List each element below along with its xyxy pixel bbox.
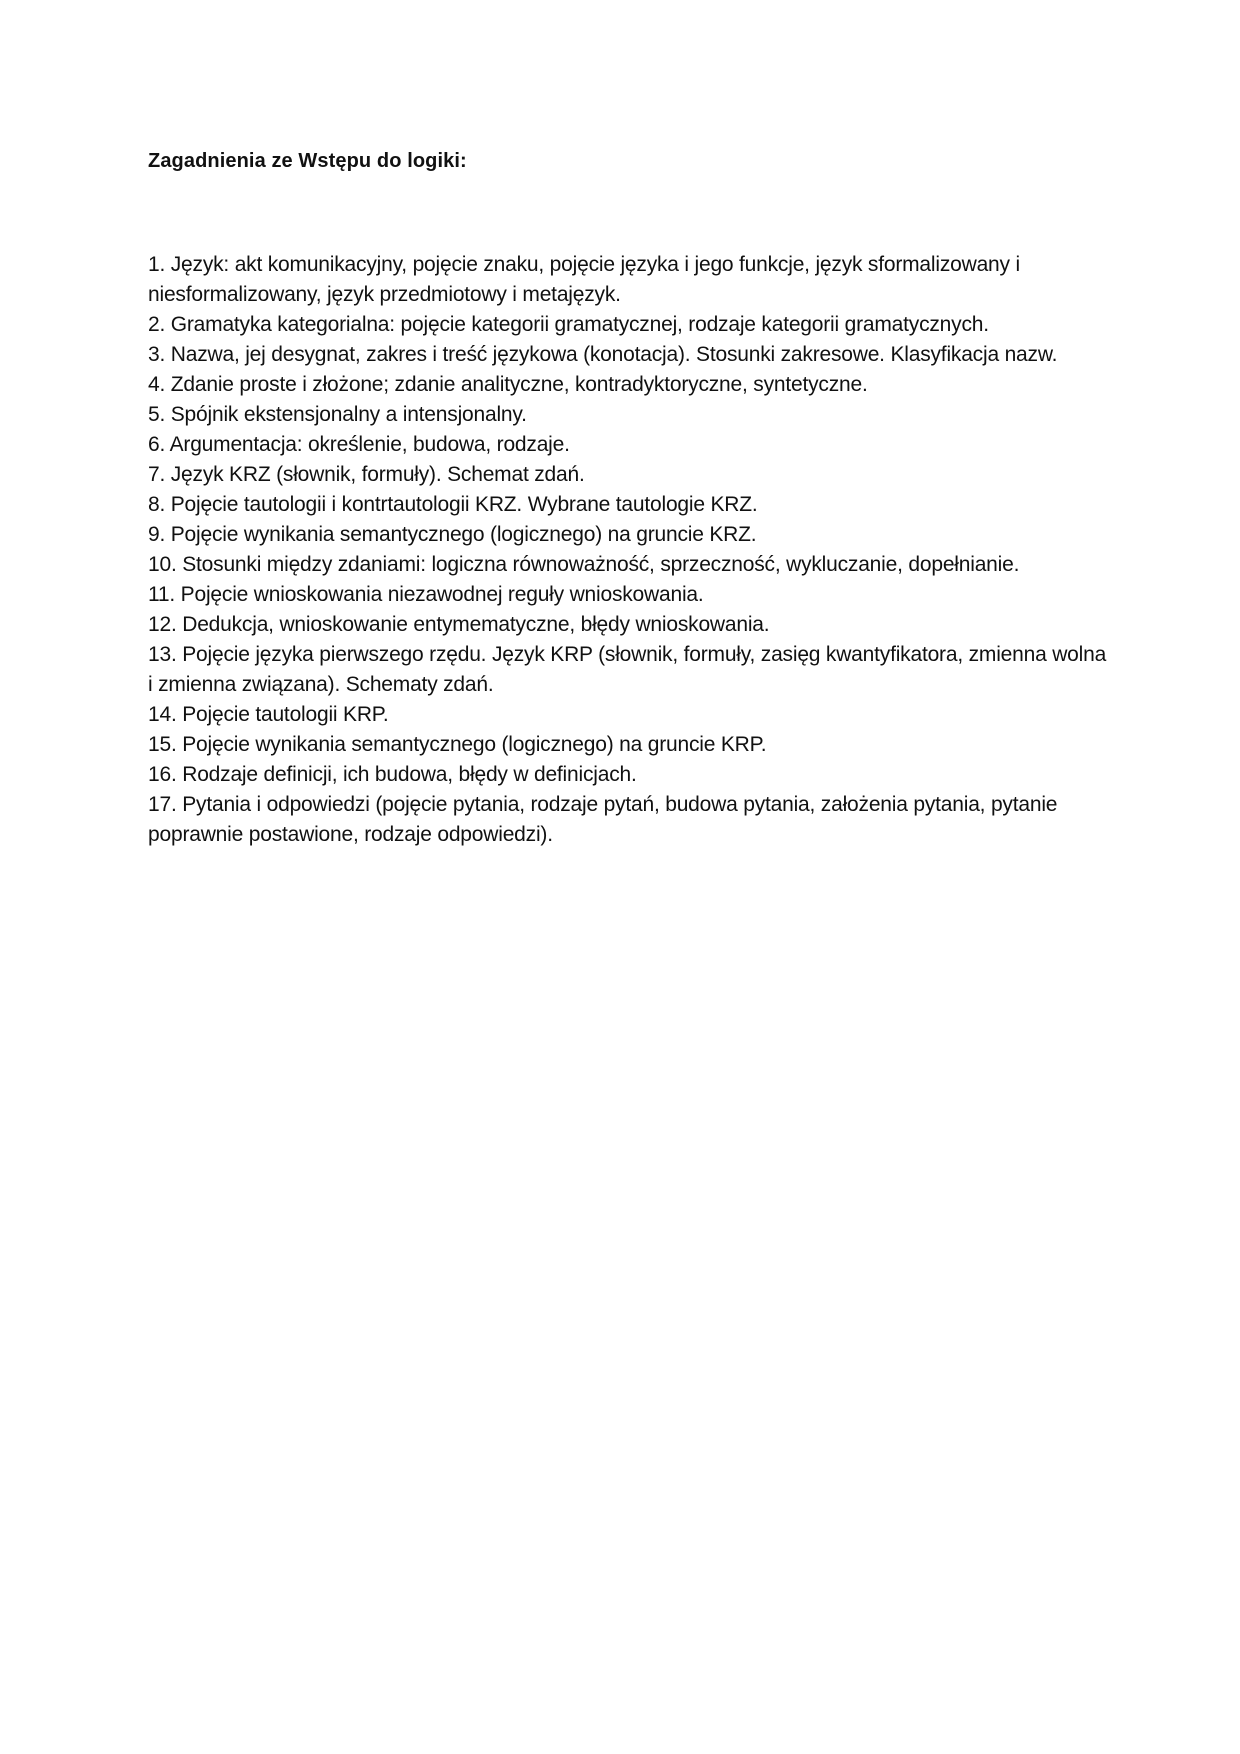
list-item: 14. Pojęcie tautologii KRP. (148, 703, 389, 726)
list-item: 17. Pytania i odpowiedzi (pojęcie pytania, rodzaje pytań, budowa pytania, założenia pytania, pytanie poprawnie postawione, rodzaje odpowiedzi). (148, 793, 1058, 846)
list-item: 12. Dedukcja, wnioskowanie entymematyczne, błędy wnioskowania. (148, 613, 770, 636)
list-item: 4. Zdanie proste i złożone; zdanie analityczne, kontradyktoryczne, syntetyczne. (148, 373, 868, 396)
list-item: 10. Stosunki między zdaniami: logiczna równoważność, sprzeczność, wykluczanie, dopełnianie. (148, 553, 1020, 576)
list-item: 1. Język: akt komunikacyjny, pojęcie znaku, pojęcie języka i jego funkcje, język sformalizowany i niesformalizowany, język przedmiotowy i metajęzyk. (148, 253, 1020, 306)
document-title: Zagadnienia ze Wstępu do logiki: (148, 150, 467, 172)
list-item: 15. Pojęcie wynikania semantycznego (logicznego) na gruncie KRP. (148, 733, 767, 756)
list-item: 6. Argumentacja: określenie, budowa, rodzaje. (148, 433, 570, 456)
list-item: 16. Rodzaje definicji, ich budowa, błędy w definicjach. (148, 763, 637, 786)
list-item: 9. Pojęcie wynikania semantycznego (logicznego) na gruncie KRZ. (148, 523, 757, 546)
list-item: 3. Nazwa, jej desygnat, zakres i treść językowa (konotacja). Stosunki zakresowe. Klasyfikacja nazw. (148, 343, 1058, 366)
topic-list (148, 250, 1108, 850)
list-item: 11. Pojęcie wnioskowania niezawodnej reguły wnioskowania. (148, 583, 704, 606)
list-item: 2. Gramatyka kategorialna: pojęcie kategorii gramatycznej, rodzaje kategorii gramatycznych. (148, 313, 989, 336)
list-item: 7. Język KRZ (słownik, formuły). Schemat zdań. (148, 463, 585, 486)
list-item: 5. Spójnik ekstensjonalny a intensjonalny. (148, 403, 527, 426)
list-item: 8. Pojęcie tautologii i kontrtautologii KRZ. Wybrane tautologie KRZ. (148, 493, 758, 516)
list-item: 13. Pojęcie języka pierwszego rzędu. Język KRP (słownik, formuły, zasięg kwantyfikatora, zmienna wolna i zmienna związana). Schematy zdań. (148, 643, 1107, 696)
